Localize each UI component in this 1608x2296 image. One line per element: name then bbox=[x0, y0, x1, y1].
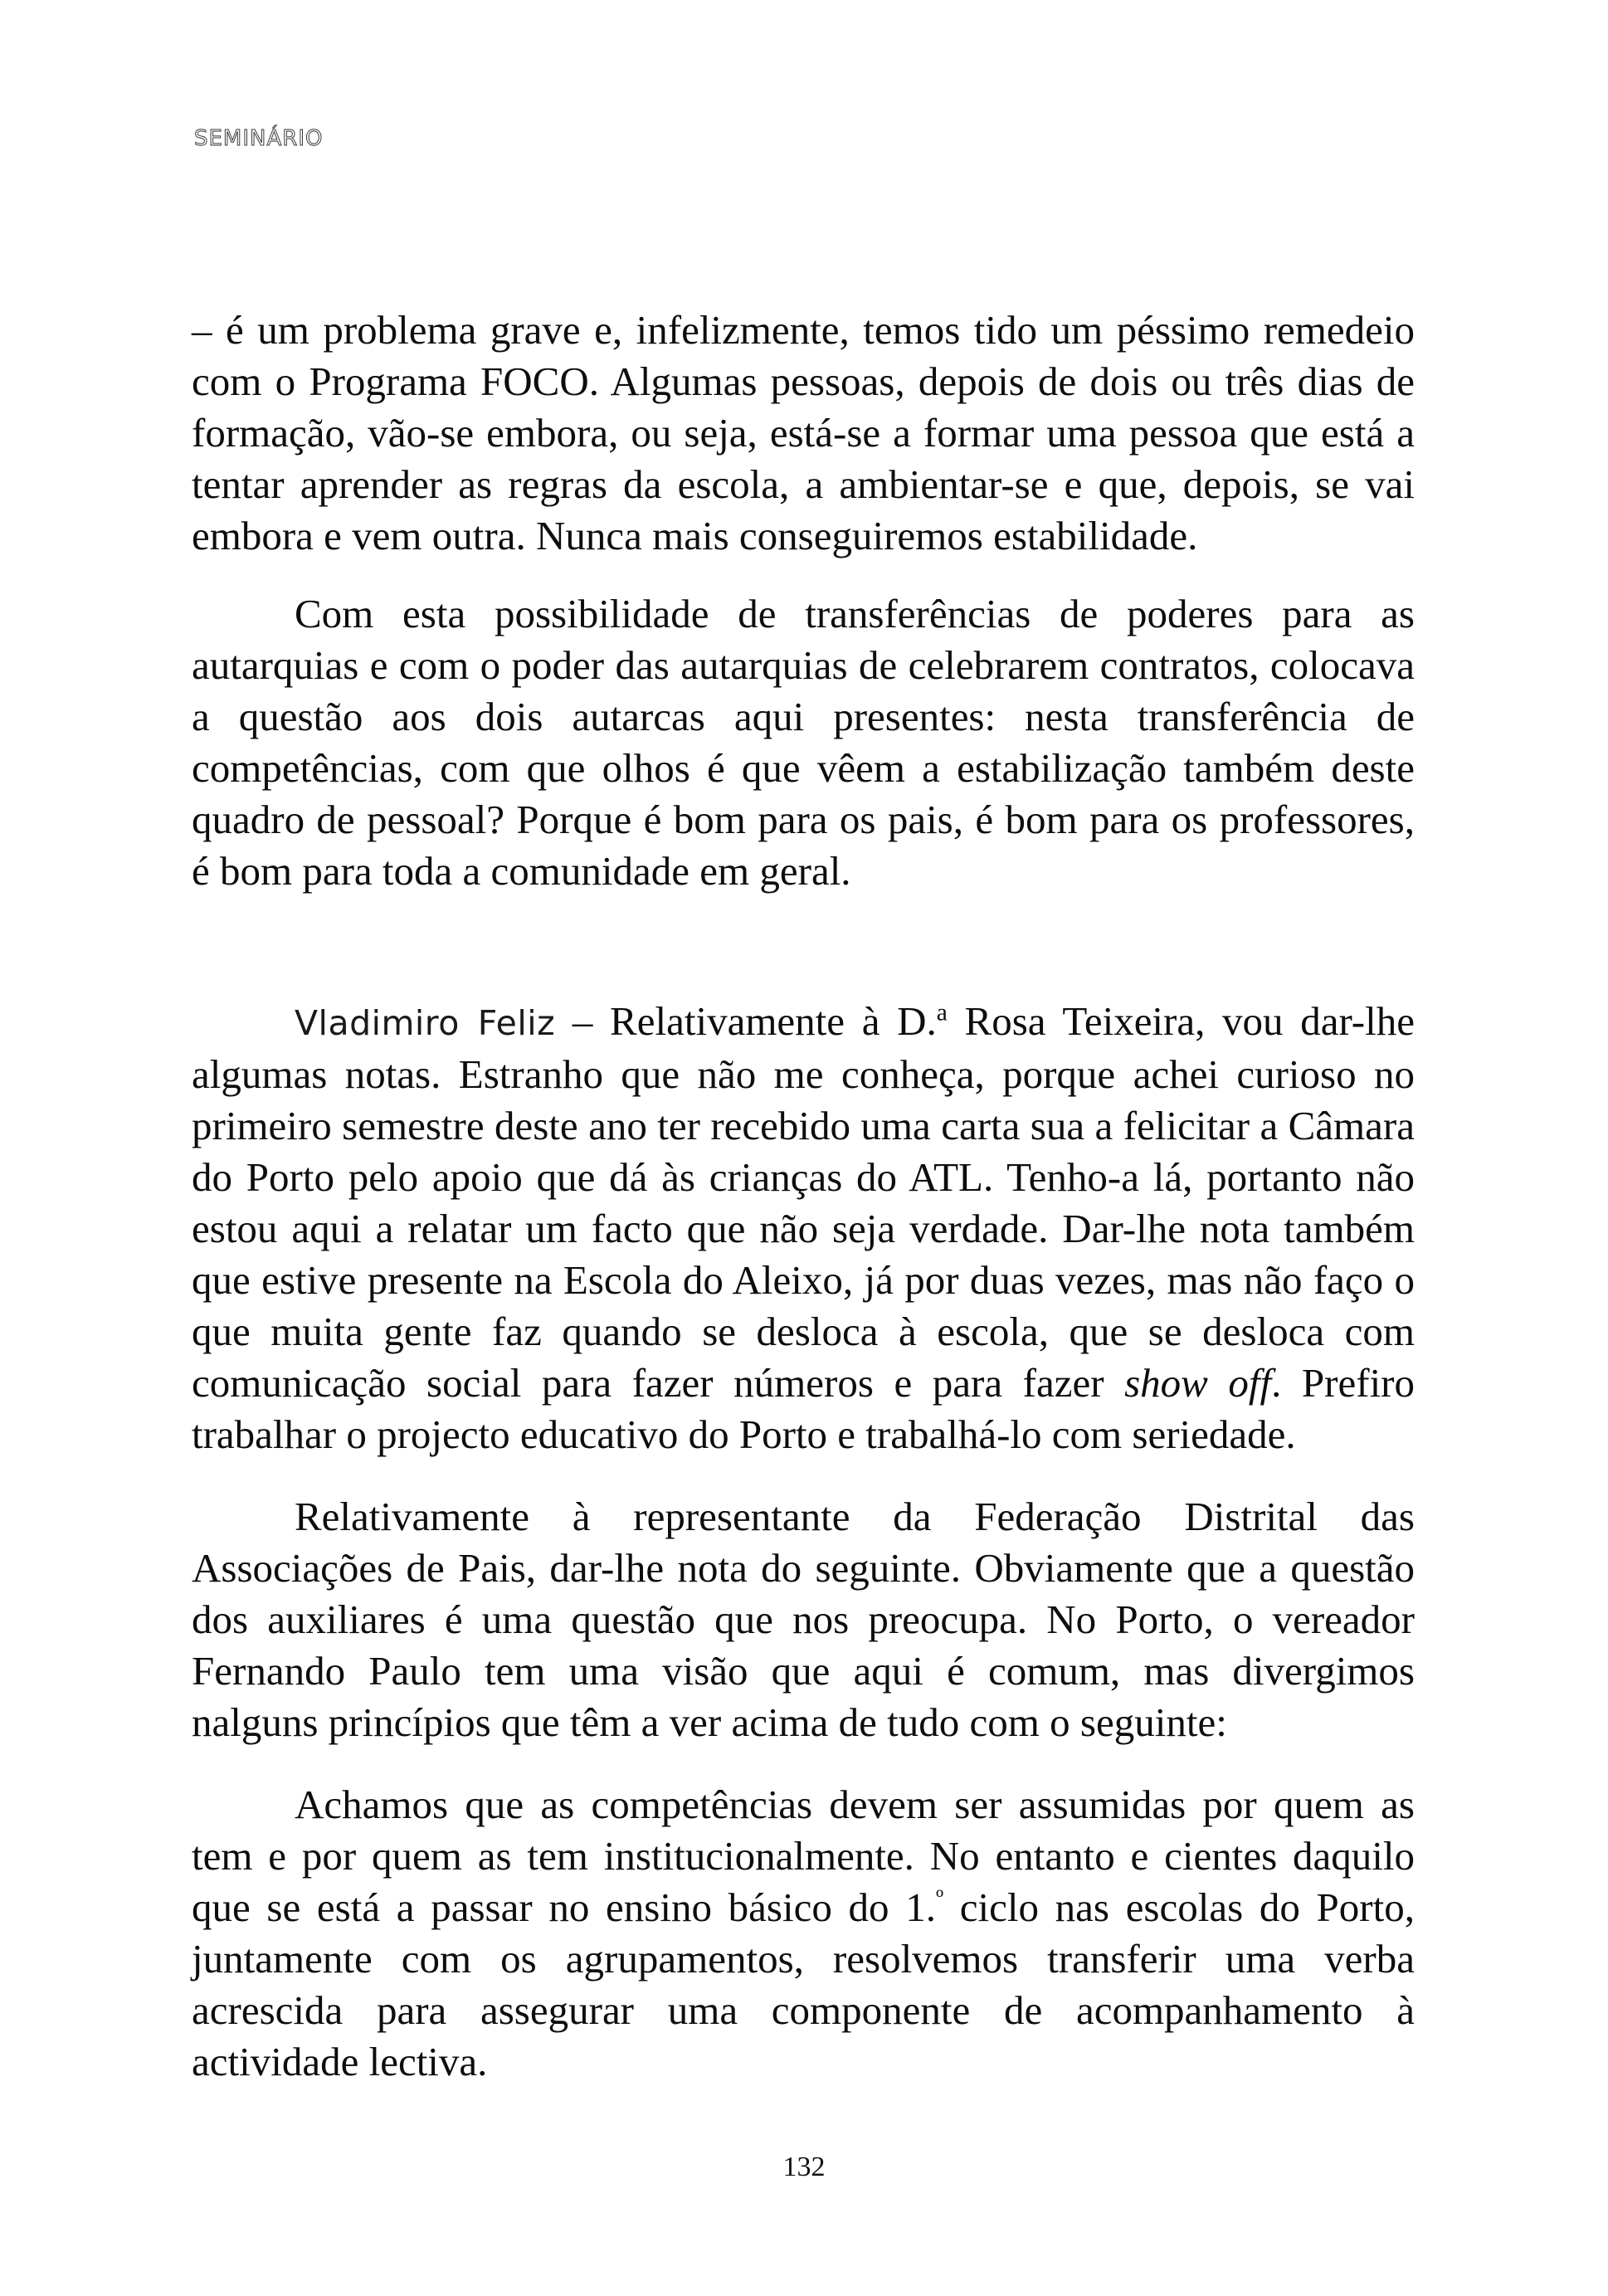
ordinal-indicator: º bbox=[935, 1885, 944, 1913]
speech-text-start: Relativamente à D. bbox=[610, 998, 937, 1044]
paragraph-4: Relativamente à representante da Federação Distrital das Associações de Pais, dar-lhe nota do seguinte. Obviamente que a questão dos auxiliares é uma questão que nos preocupa. No Porto, o vereador Fernando Paulo tem uma visão que aqui é comum, mas divergimos nalguns princípios que têm a ver acima de tudo com o seguinte: bbox=[192, 1494, 1415, 1745]
paragraph-2: Com esta possibilidade de transferências de poderes para as autarquias e com o poder das autarquias de celebrarem contratos, colocava a questão aos dois autarcas aqui presentes: nesta transferência de competências, com que olhos é que vêem a estabilização também deste quadro de pessoal? Porque é bom para os pais, é bom para os professores, é bom para toda a comunidade em geral. bbox=[192, 591, 1415, 894]
running-header: SEMINÁRIO bbox=[194, 126, 324, 151]
speaker-name: Vladimiro Feliz bbox=[295, 1003, 556, 1043]
paragraph-5-text-start: Achamos que as competências devem ser assumidas por quem as tem e por quem as tem institucionalmente. No entanto e cientes daquilo que se está a passar no ensino básico do 1. bbox=[192, 1782, 1415, 1930]
speech-text-middle: Rosa Teixeira, vou dar-lhe algumas notas. Estranho que não me conheça, porque achei curioso no primeiro semestre deste ano ter recebido uma carta sua a felicitar a Câmara do Porto pelo apoio que dá às crianças do ATL. Tenho-a lá, portanto não estou aqui a relatar um facto que não seja verdade. Dar-lhe nota também que estive presente na Escola do Aleixo, já por duas vezes, mas não faço o que muita gente faz quando se desloca à escola, que se desloca com comunicação social para fazer números e para fazer bbox=[192, 998, 1415, 1406]
ordinal-indicator: a bbox=[936, 999, 948, 1026]
speech-text-end: . Prefiro trabalhar o projecto educativo do Porto e trabalhá-lo com seriedade. bbox=[192, 1360, 1415, 1457]
speaker-separator: – bbox=[555, 998, 611, 1044]
page-number: 132 bbox=[782, 2152, 826, 2182]
speaker-paragraph bbox=[192, 996, 1415, 1460]
italic-phrase: show off bbox=[1124, 1360, 1272, 1406]
paragraph-1: – é um problema grave e, infelizmente, temos tido um péssimo remedeio com o Programa FOCO. Algumas pessoas, depois de dois ou três dias de formação, vão-se embora, ou seja, está-se a formar uma pessoa que está a tentar aprender as regras da escola, a ambientar-se e que, depois, se vai embora e vem outra. Nunca mais conseguiremos estabilidade. bbox=[192, 307, 1415, 558]
paragraph-5 bbox=[192, 1779, 1415, 2088]
paragraph-5-text-end: ciclo nas escolas do Porto, juntamente com os agrupamentos, resolvemos transferir uma verba acrescida para assegurar uma componente de acompanhamento à actividade lectiva. bbox=[192, 1884, 1415, 2084]
